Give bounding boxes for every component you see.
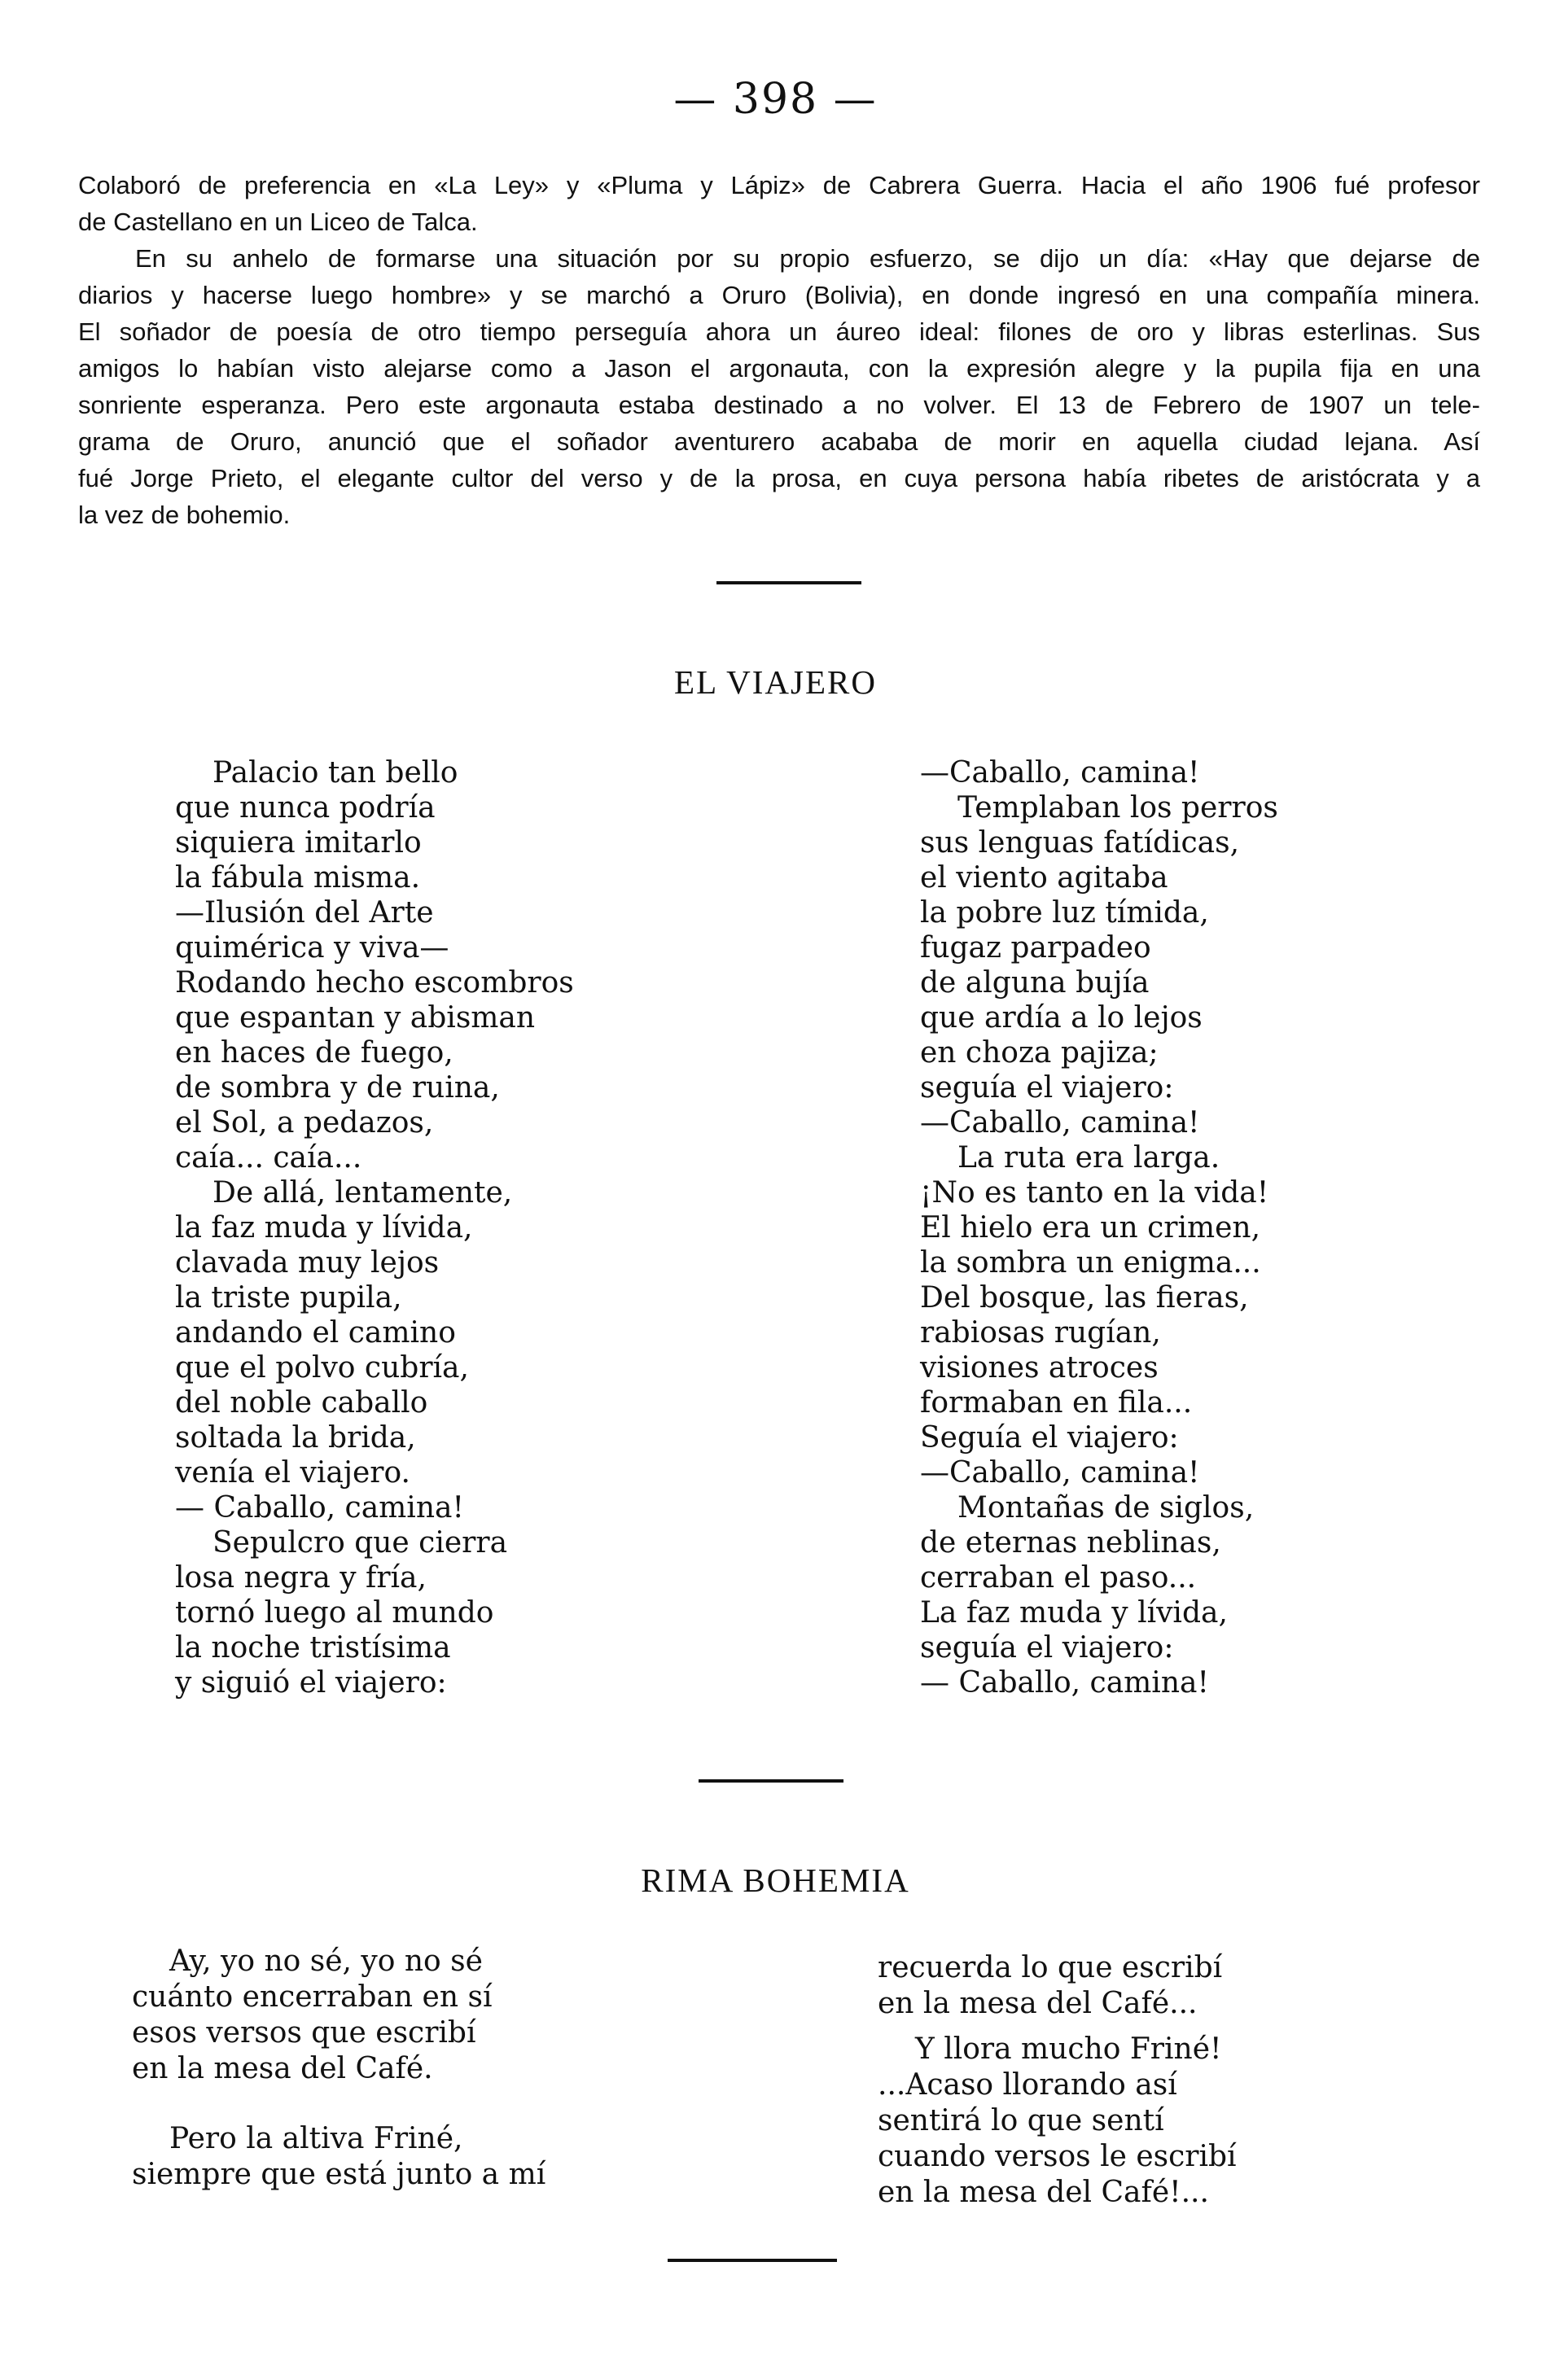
verse: recuerda lo que escribí [878,1951,1223,1984]
verse: caía... caía... [175,1141,362,1175]
verse: en la mesa del Café!... [878,2176,1209,2209]
verse: andando el camino [175,1316,456,1350]
verse: ...Acaso llorando así [878,2068,1177,2102]
intro-line: diarios y hacerse luego hombre» y se marchó a Oruro (Bolivia), en donde ingresó en una compañía minera. [78,281,1480,309]
verse: en choza pajiza; [920,1036,1159,1070]
verse: — Caballo, camina! [920,1666,1209,1700]
verse: la pobre luz tímida, [920,896,1209,930]
verse: Templaban los perros [957,791,1278,825]
verse: cerraban el paso... [920,1561,1197,1595]
verse: Sepulcro que cierra [212,1526,508,1560]
verse: de alguna bujía [920,966,1150,1000]
intro-line: grama de Oruro, anunció que el soñador aventurero acababa de morir en aquella ciudad lejana. Así [78,427,1480,456]
section-divider [716,581,861,584]
intro-line: sonriente esperanza. Pero este argonauta estaba destinado a no volver. El 13 de Febrero de 1907 un tele- [78,391,1480,419]
verse: en la mesa del Café... [878,1987,1198,2020]
verse: Del bosque, las fieras, [920,1281,1249,1315]
verse: La faz muda y lívida, [920,1596,1228,1630]
verse: ¡No es tanto en la vida! [920,1176,1269,1210]
intro-line: En su anhelo de formarse una situación por su propio esfuerzo, se dijo un día: «Hay que dejarse de [135,244,1480,273]
verse: la sombra un enigma... [920,1246,1261,1280]
verse: esos versos que escribí [132,2016,476,2050]
verse: de eternas neblinas, [920,1526,1221,1560]
verse: quimérica y viva— [175,931,449,965]
verse: en haces de fuego, [175,1036,453,1070]
verse: De allá, lentamente, [212,1176,513,1210]
intro-line: la vez de bohemio. [78,501,291,529]
verse: en la mesa del Café. [132,2052,433,2085]
verse: la faz muda y lívida, [175,1211,473,1245]
verse: cuánto encerraban en sí [132,1980,493,2014]
verse: tornó luego al mundo [175,1596,494,1630]
verse: sus lenguas fatídicas, [920,826,1240,860]
intro-line: El soñador de poesía de otro tiempo perseguía ahora un áureo ideal: filones de oro y libras esterlinas. Sus [78,317,1480,346]
verse: —Ilusión del Arte [175,896,434,930]
poem-title: EL VIAJERO [674,663,877,701]
verse: Pero la altiva Friné, [169,2122,463,2155]
verse: Montañas de siglos, [957,1491,1255,1525]
intro-line: Colaboró de preferencia en «La Ley» y «Pluma y Lápiz» de Cabrera Guerra. Hacia el año 1906 fué profesor [78,171,1480,199]
verse: soltada la brida, [175,1421,416,1455]
verse: seguía el viajero: [920,1071,1174,1105]
verse: de sombra y de ruina, [175,1071,500,1105]
verse: que ardía a lo lejos [920,1001,1203,1035]
verse: siquiera imitarlo [175,826,422,860]
verse: Ay, yo no sé, yo no sé [169,1945,483,1978]
intro-paragraph [78,167,1480,533]
verse: seguía el viajero: [920,1631,1174,1665]
verse: Y llora mucho Friné! [915,2032,1222,2066]
verse: venía el viajero. [175,1456,410,1490]
poem-title: RIMA BOHEMIA [641,1862,910,1899]
verse: el Sol, a pedazos, [175,1106,434,1140]
verse: rabiosas rugían, [920,1316,1161,1350]
verse: la fábula misma. [175,861,421,895]
poem-left-column [132,1944,545,2193]
verse: del noble caballo [175,1386,428,1420]
verse: Rodando hecho escombros [175,966,574,1000]
verse: que espantan y abisman [175,1001,536,1035]
verse: formaban en fila... [920,1386,1193,1420]
verse: visiones atroces [920,1351,1159,1385]
verse: Seguía el viajero: [920,1421,1179,1455]
page-number: — 398 — [673,75,878,124]
verse: sentirá lo que sentí [878,2104,1164,2137]
verse: siempre que está junto a mí [132,2158,546,2191]
verse: clavada muy lejos [175,1246,440,1280]
verse: Palacio tan bello [212,756,458,790]
verse: y siguió el viajero: [175,1666,447,1700]
verse: losa negra y fría, [175,1561,427,1595]
verse: cuando versos le escribí [878,2140,1237,2173]
intro-line: fué Jorge Prieto, el elegante cultor del verso y de la prosa, en cuya persona había ribetes de aristócrata y a [78,464,1480,492]
verse: la triste pupila, [175,1281,402,1315]
verse: fugaz parpadeo [920,931,1151,965]
verse: que nunca podría [175,791,436,825]
verse: la noche tristísima [175,1631,451,1665]
verse: —Caballo, camina! [920,1106,1200,1140]
intro-line: amigos lo habían visto alejarse como a Jason el argonauta, con la expresión alegre y la pupila fija en una [78,354,1480,383]
intro-line: de Castellano en un Liceo de Talca. [78,208,478,236]
verse: El hielo era un crimen, [920,1211,1261,1245]
poem-left-column [175,755,574,1700]
section-divider [699,1779,843,1783]
section-divider [668,2259,837,2262]
poem-right-column [878,1950,1237,2211]
verse: —Caballo, camina! [920,756,1200,790]
verse: el viento agitaba [920,861,1168,895]
verse: —Caballo, camina! [920,1456,1200,1490]
verse: — Caballo, camina! [175,1491,464,1525]
verse: La ruta era larga. [957,1141,1220,1175]
verse: que el polvo cubría, [175,1351,469,1385]
poem-right-column [920,755,1278,1700]
